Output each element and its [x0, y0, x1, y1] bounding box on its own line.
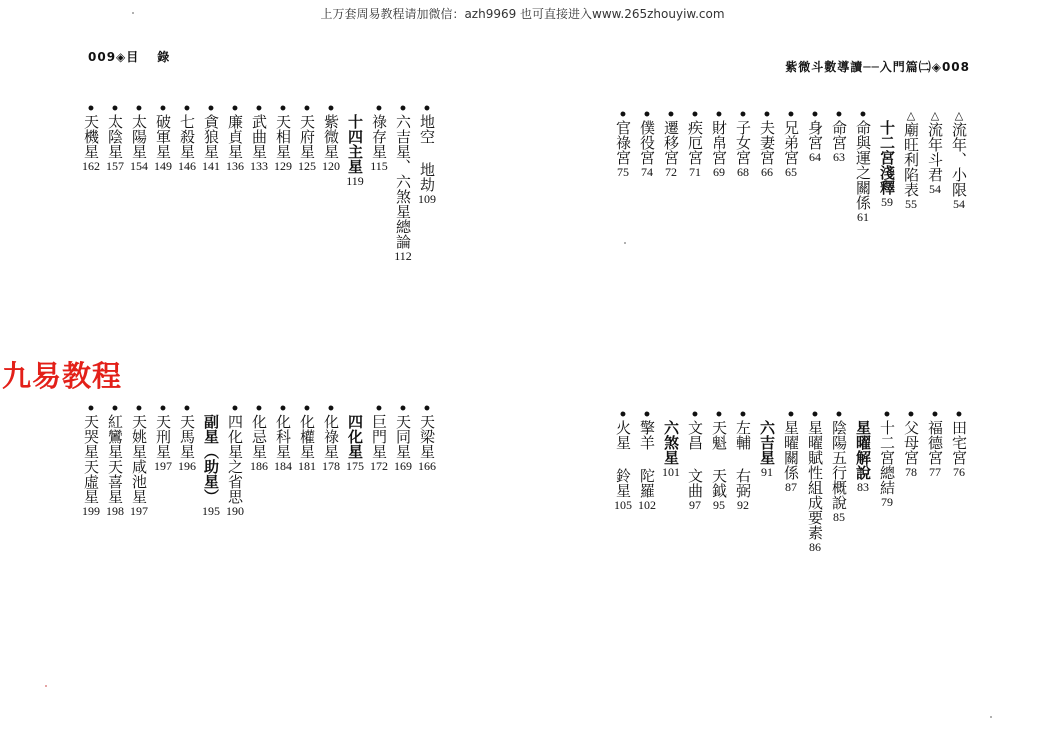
toc-entry-title: 兄弟宮: [782, 120, 800, 165]
dot-bullet-icon: •: [618, 407, 628, 423]
toc-entry-title: 星曜賦性組成要素: [806, 420, 824, 540]
toc-entry-page: 55: [905, 197, 917, 211]
toc-entry-page: 190: [226, 504, 244, 518]
toc-entry-page: 85: [833, 510, 845, 524]
toc-entry: [659, 107, 683, 179]
dot-bullet-icon: •: [158, 401, 168, 417]
toc-entry: [803, 107, 827, 164]
toc-entry-title: 天同星: [394, 414, 412, 459]
toc-entry: [707, 107, 731, 179]
scan-speck: [624, 242, 626, 244]
toc-entry: [947, 110, 971, 211]
triangle-bullet-icon: △: [930, 109, 940, 122]
toc-entry-page: 198: [106, 504, 124, 518]
dot-bullet-icon: •: [762, 107, 772, 123]
dot-bullet-icon: •: [398, 401, 408, 417]
toc-entry-title: 十二宮總結: [878, 420, 896, 495]
toc-entry-page: 175: [346, 459, 364, 473]
dot-bullet-icon: •: [834, 407, 844, 423]
toc-entry: [827, 407, 851, 524]
toc-entry-title: 太陽星: [130, 114, 148, 159]
dot-bullet-icon: •: [738, 107, 748, 123]
toc-entry-page: 115: [370, 159, 388, 173]
toc-entry: [851, 410, 875, 494]
toc-entry-title: 太陰星: [106, 114, 124, 159]
toc-entry: [659, 410, 683, 479]
toc-entry: [391, 401, 415, 473]
toc-entry-title: 命與運之關係: [854, 120, 872, 210]
dot-bullet-icon: •: [110, 101, 120, 117]
triangle-bullet-icon: △: [906, 109, 916, 122]
toc-entry-title: 天梁星: [418, 414, 436, 459]
toc-entry-page: 77: [929, 465, 941, 479]
dot-bullet-icon: •: [858, 107, 868, 123]
toc-entry-title: 子女宮: [734, 120, 752, 165]
toc-entry: [127, 101, 151, 173]
toc-entry-page: 92: [737, 498, 749, 512]
dot-bullet-icon: •: [134, 401, 144, 417]
toc-entry-page: 181: [298, 459, 316, 473]
toc-entry-page: 195: [202, 504, 220, 518]
dot-bullet-icon: •: [906, 407, 916, 423]
dot-bullet-icon: •: [666, 107, 676, 123]
toc-entry: [199, 101, 223, 173]
toc-entry-title: 流年、小限: [950, 122, 968, 197]
toc-entry-page: 54: [929, 182, 941, 196]
toc-entry: [79, 401, 103, 518]
toc-entry-title: 夫妻宮: [758, 120, 776, 165]
dot-bullet-icon: •: [374, 101, 384, 117]
toc-entry-title: 四化星: [346, 414, 364, 459]
toc-entry: [683, 107, 707, 179]
dot-bullet-icon: •: [182, 101, 192, 117]
toc-entry: [367, 401, 391, 473]
toc-entry: [295, 401, 319, 473]
toc-entry-page: 69: [713, 165, 725, 179]
toc-entry-title: 天哭星天虛星: [82, 414, 100, 504]
dot-bullet-icon: •: [642, 107, 652, 123]
toc-entry: [635, 107, 659, 179]
dot-bullet-icon: •: [278, 401, 288, 417]
toc-entry: [367, 101, 391, 173]
toc-entry: [151, 101, 175, 173]
toc-entry: [611, 107, 635, 179]
toc-entry: [175, 401, 199, 473]
toc-entry-page: 157: [106, 159, 124, 173]
toc-entry-page: 72: [665, 165, 677, 179]
toc-entry-page: 112: [394, 249, 412, 263]
dot-bullet-icon: •: [326, 401, 336, 417]
toc-entry-title: 紅鸞星天喜星: [106, 414, 124, 504]
toc-entry: [899, 110, 923, 211]
dot-bullet-icon: •: [302, 101, 312, 117]
toc-entry-title: 命宮: [830, 120, 848, 150]
dot-bullet-icon: •: [618, 107, 628, 123]
toc-entry: [415, 401, 439, 473]
toc-entry-title: 副星（助星）: [202, 414, 220, 504]
toc-entry: [731, 407, 755, 512]
dot-bullet-icon: •: [422, 101, 432, 117]
dot-bullet-icon: •: [738, 407, 748, 423]
dot-bullet-icon: •: [954, 407, 964, 423]
toc-entry-title: 火星 鈴星: [614, 420, 632, 498]
toc-entry-page: 91: [761, 465, 773, 479]
toc-entry: [899, 407, 923, 479]
toc-entry-page: 184: [274, 459, 292, 473]
toc-entry-page: 71: [689, 165, 701, 179]
toc-entry: [223, 401, 247, 518]
toc-entry: [295, 101, 319, 173]
toc-entry-page: 97: [689, 498, 701, 512]
toc-entry: [827, 107, 851, 164]
toc-entry: [875, 110, 899, 209]
toc-entry-page: 199: [82, 504, 100, 518]
scan-speck: [132, 12, 134, 14]
toc-entry-title: 六吉星: [758, 420, 776, 465]
toc-entry: [319, 401, 343, 473]
toc-entry: [271, 101, 295, 173]
toc-entry-title: 官祿宮: [614, 120, 632, 165]
toc-entry-page: 87: [785, 480, 797, 494]
dot-bullet-icon: •: [374, 401, 384, 417]
toc-entry-title: 七殺星: [178, 114, 196, 159]
toc-entry: [707, 407, 731, 512]
toc-entry: [343, 104, 367, 188]
toc-entry: [635, 407, 659, 512]
toc-entry-page: 196: [178, 459, 196, 473]
dot-bullet-icon: •: [254, 401, 264, 417]
dot-bullet-icon: •: [230, 101, 240, 117]
toc-entry-page: 109: [418, 192, 436, 206]
toc-entry: [875, 407, 899, 509]
dot-bullet-icon: •: [422, 401, 432, 417]
toc-entry: [731, 107, 755, 179]
toc-entry-page: 119: [346, 174, 364, 188]
toc-entry-title: 父母宮: [902, 420, 920, 465]
toc-entry-title: 廟旺利陷表: [902, 122, 920, 197]
left-page-number: 009◈目: [88, 50, 140, 64]
toc-entry: [271, 401, 295, 473]
toc-entry-title: 左輔 右弼: [734, 420, 752, 498]
toc-entry-title: 天馬星: [178, 414, 196, 459]
toc-entry: [755, 107, 779, 179]
toc-entry-title: 巨門星: [370, 414, 388, 459]
toc-entry-title: 十四主星: [346, 114, 364, 174]
toc-entry-page: 141: [202, 159, 220, 173]
toc-entry-page: 64: [809, 150, 821, 164]
toc-entry-title: 天姚星咸池星: [130, 414, 148, 504]
toc-entry-page: 133: [250, 159, 268, 173]
top-banner: 上万套周易教程请加微信：azh9969 也可直接进入www.265zhouyiw.com: [320, 7, 725, 21]
toc-entry: [199, 404, 223, 518]
scan-speck: [45, 685, 47, 687]
toc-entry-title: 遷移宮: [662, 120, 680, 165]
toc-entry: [391, 101, 415, 263]
toc-entry-title: 天機星: [82, 114, 100, 159]
toc-entry: [175, 101, 199, 173]
toc-entry-page: 75: [617, 165, 629, 179]
toc-entry-page: 154: [130, 159, 148, 173]
dot-bullet-icon: •: [230, 401, 240, 417]
left-page-title: 錄: [157, 50, 171, 64]
toc-entry-page: 120: [322, 159, 340, 173]
toc-entry: [223, 101, 247, 173]
toc-entry-page: 83: [857, 480, 869, 494]
toc-entry-title: 陰陽五行概說: [830, 420, 848, 510]
toc-entry-title: 武曲星: [250, 114, 268, 159]
toc-entry-page: 169: [394, 459, 412, 473]
toc-entry-page: 129: [274, 159, 292, 173]
toc-entry: [923, 110, 947, 196]
toc-entry-page: 86: [809, 540, 821, 554]
toc-entry-page: 172: [370, 459, 388, 473]
toc-entry: [755, 410, 779, 479]
toc-entry: [103, 401, 127, 518]
toc-entry-page: 146: [178, 159, 196, 173]
toc-entry-title: 貪狼星: [202, 114, 220, 159]
toc-entry-page: 178: [322, 459, 340, 473]
toc-entry: [611, 407, 635, 512]
toc-entry-title: 四化星之省思: [226, 414, 244, 504]
toc-entry-title: 天魁 天鉞: [710, 420, 728, 498]
dot-bullet-icon: •: [134, 101, 144, 117]
toc-entry-title: 星曜解說: [854, 420, 872, 480]
dot-bullet-icon: •: [714, 407, 724, 423]
toc-entry-page: 102: [638, 498, 656, 512]
dot-bullet-icon: •: [786, 107, 796, 123]
toc-entry-page: 66: [761, 165, 773, 179]
toc-entry-page: 78: [905, 465, 917, 479]
toc-entry-title: 地空 地劫: [418, 114, 436, 192]
dot-bullet-icon: •: [810, 107, 820, 123]
toc-entry-page: 105: [614, 498, 632, 512]
right-page-header: 紫微斗數導讀──入門篇㈡◈008: [785, 60, 970, 74]
toc-entry-title: 天刑星: [154, 414, 172, 459]
toc-entry-title: 化科星: [274, 414, 292, 459]
toc-entry: [127, 401, 151, 518]
toc-entry-page: 61: [857, 210, 869, 224]
dot-bullet-icon: •: [278, 101, 288, 117]
dot-bullet-icon: •: [642, 407, 652, 423]
toc-entry: [683, 407, 707, 512]
toc-entry: [151, 401, 175, 473]
toc-entry-page: 54: [953, 197, 965, 211]
toc-entry-title: 身宮: [806, 120, 824, 150]
toc-entry-page: 65: [785, 165, 797, 179]
toc-entry: [247, 101, 271, 173]
dot-bullet-icon: •: [786, 407, 796, 423]
toc-entry-title: 天府星: [298, 114, 316, 159]
toc-entry: [923, 407, 947, 479]
toc-entry-title: 祿存星: [370, 114, 388, 159]
toc-entry-title: 疾厄宮: [686, 120, 704, 165]
scan-speck: [990, 716, 992, 718]
toc-entry: [247, 401, 271, 473]
dot-bullet-icon: •: [930, 407, 940, 423]
dot-bullet-icon: •: [834, 107, 844, 123]
dot-bullet-icon: •: [690, 107, 700, 123]
toc-entry-page: 149: [154, 159, 172, 173]
toc-entry-title: 僕役宮: [638, 120, 656, 165]
dot-bullet-icon: •: [714, 107, 724, 123]
dot-bullet-icon: •: [690, 407, 700, 423]
dot-bullet-icon: •: [254, 101, 264, 117]
triangle-bullet-icon: △: [954, 109, 964, 122]
dot-bullet-icon: •: [110, 401, 120, 417]
toc-entry-page: 59: [881, 195, 893, 209]
toc-entry: [319, 101, 343, 173]
toc-entry-title: 福德宮: [926, 420, 944, 465]
toc-entry-title: 化忌星: [250, 414, 268, 459]
toc-entry-page: 136: [226, 159, 244, 173]
toc-entry-page: 79: [881, 495, 893, 509]
dot-bullet-icon: •: [158, 101, 168, 117]
dot-bullet-icon: •: [86, 101, 96, 117]
toc-entry-title: 十二宮淺釋: [878, 120, 896, 195]
dot-bullet-icon: •: [326, 101, 336, 117]
dot-bullet-icon: •: [182, 401, 192, 417]
toc-entry-title: 流年斗君: [926, 122, 944, 182]
toc-entry: [415, 101, 439, 206]
toc-entry: [779, 407, 803, 494]
toc-entry-page: 68: [737, 165, 749, 179]
dot-bullet-icon: •: [302, 401, 312, 417]
watermark-text: 九易教程: [2, 359, 123, 393]
toc-entry: [343, 404, 367, 473]
toc-entry: [851, 107, 875, 224]
toc-entry-title: 六煞星: [662, 420, 680, 465]
left-page-header: [88, 48, 170, 65]
dot-bullet-icon: •: [810, 407, 820, 423]
toc-entry-title: 擎羊 陀羅: [638, 420, 656, 498]
toc-entry: [803, 407, 827, 554]
toc-entry-page: 166: [418, 459, 436, 473]
toc-entry-title: 財帛宮: [710, 120, 728, 165]
toc-entry-title: 天相星: [274, 114, 292, 159]
toc-entry-page: 197: [130, 504, 148, 518]
toc-entry-title: 破軍星: [154, 114, 172, 159]
toc-entry-title: 星曜關係: [782, 420, 800, 480]
dot-bullet-icon: •: [398, 101, 408, 117]
toc-entry-title: 紫微星: [322, 114, 340, 159]
dot-bullet-icon: •: [882, 407, 892, 423]
toc-entry-page: 162: [82, 159, 100, 173]
toc-entry-page: 197: [154, 459, 172, 473]
toc-entry-page: 76: [953, 465, 965, 479]
toc-entry-title: 廉貞星: [226, 114, 244, 159]
toc-entry-title: 化祿星: [322, 414, 340, 459]
toc-entry: [79, 101, 103, 173]
toc-entry: [947, 407, 971, 479]
toc-entry-page: 63: [833, 150, 845, 164]
toc-entry-title: 田宅宮: [950, 420, 968, 465]
dot-bullet-icon: •: [206, 101, 216, 117]
toc-entry-title: 六吉星、六煞星總論: [394, 114, 412, 249]
toc-entry-page: 95: [713, 498, 725, 512]
toc-entry-page: 125: [298, 159, 316, 173]
toc-entry: [779, 107, 803, 179]
toc-entry: [103, 101, 127, 173]
toc-entry-title: 化權星: [298, 414, 316, 459]
toc-entry-title: 文昌 文曲: [686, 420, 704, 498]
dot-bullet-icon: •: [86, 401, 96, 417]
toc-entry-page: 101: [662, 465, 680, 479]
toc-entry-page: 186: [250, 459, 268, 473]
toc-entry-page: 74: [641, 165, 653, 179]
